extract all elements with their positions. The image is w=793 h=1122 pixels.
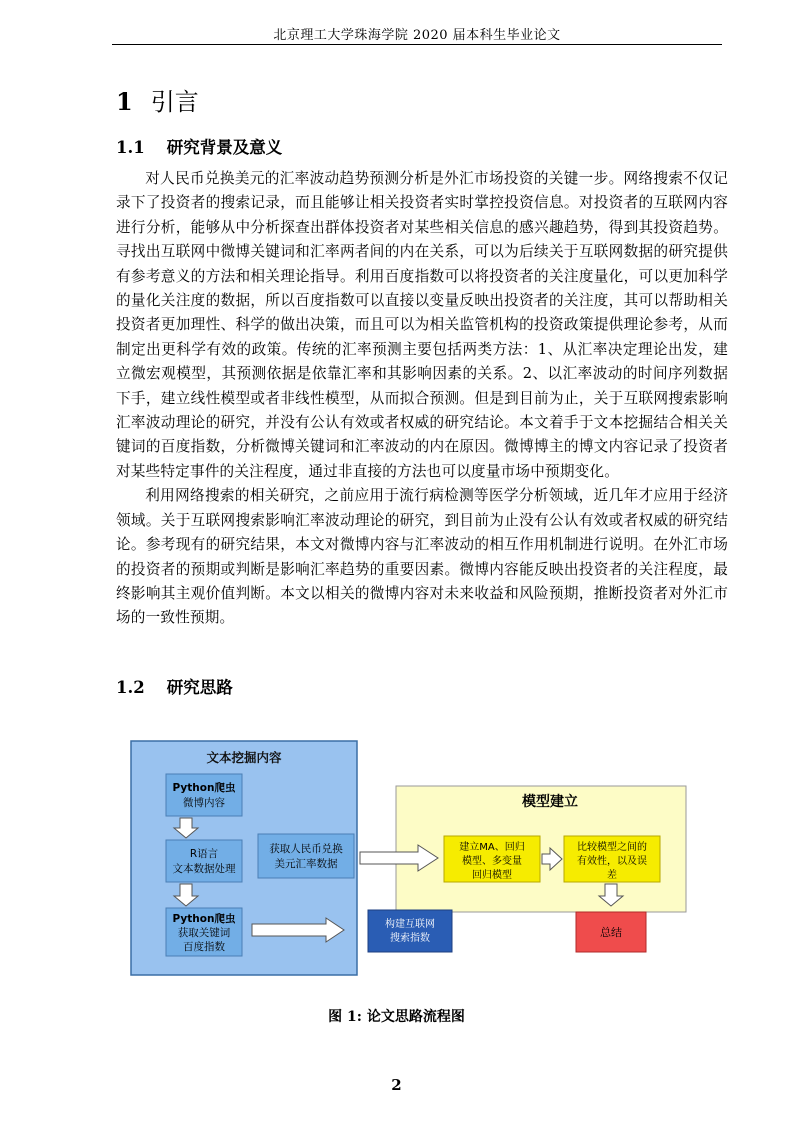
- search-index-line: 搜索指数: [390, 933, 430, 944]
- r-processing-line: 文本数据处理: [172, 863, 236, 875]
- compare-model-line: 差: [607, 870, 617, 881]
- exchange-rate-line: 获取人民币兑换: [269, 843, 343, 855]
- compare-model-line: 有效性，以及误: [577, 856, 647, 867]
- section-heading-1-1: [116, 134, 282, 158]
- search-index-box: [368, 910, 452, 952]
- build-model-line: 建立MA、回归: [459, 842, 525, 853]
- section-title: 研究背景及意义: [166, 138, 283, 157]
- exchange-rate-box: [258, 834, 354, 878]
- section-heading-1-2: [116, 674, 233, 698]
- crawl-baidu-line: 获取关键词: [177, 927, 231, 939]
- header-rule: [112, 44, 722, 45]
- section-number: 1.1: [116, 138, 145, 157]
- chapter-number: 1: [116, 87, 133, 116]
- section-body: [116, 167, 728, 631]
- flowchart-figure: [130, 740, 690, 980]
- section-number: 1.2: [116, 678, 145, 697]
- running-header: 北京理工大学珠海学院 2020 届本科生毕业论文: [273, 28, 561, 43]
- text-mining-panel-title: 文本挖掘内容: [206, 750, 282, 765]
- paragraph: 对人民币兑换美元的汇率波动趋势预测分析是外汇市场投资的关键一步。网络搜索不仅记录下了投资者的搜索记录，而且能够让相关投资者实时掌控投资信息。对投资者的互联网内容进行分析，能够从中分析探查出群体投资者对某些相关信息的感兴趣趋势，得到其投资趋势。寻找出互联网中微博关键词和汇率两者间的内在关系，可以为后续关于互联网数据的研究提供有参考意义的方法和相关理论指导。利用百度指数可以将投资者的关注度量化，可以更加科学的量化关注度的数据，所以百度指数可以直接以变量反映出投资者的关注度，其可以帮助相关投资者更加理性、科学的做出决策，而且可以为相关监管机构的投资政策提供理论参考，从而制定出更科学有效的政策。传统的汇率预测主要包括两类方法：1、从汇率决定理论出发，建立微宏观模型，其预测依据是依靠汇率和其影响因素的关系。2、以汇率波动的时间序列数据下手，建立线性模型或者非线性模型，从而拟合预测。但是到目前为止，关于互联网搜索影响汇率波动理论的研究，并没有公认有效或者权威的研究结论。本文着手于文本挖掘结合相关关键词的百度指数，分析微博关键词和汇率波动的内在原因。微博博主的博文内容记录了投资者对某些特定事件的关注程度，通过非直接的方法也可以度量市场中预期变化。: [116, 170, 728, 480]
- r-processing-line: R语言: [189, 848, 219, 860]
- chapter-heading: [116, 82, 199, 117]
- r-processing-box: [166, 840, 242, 882]
- build-model-line: 模型、多变量: [462, 856, 522, 867]
- summary-label: 总结: [600, 926, 622, 939]
- crawl-baidu-line: 百度指数: [183, 941, 225, 953]
- page-number: 2: [391, 1076, 402, 1094]
- search-index-line: 构建互联网: [385, 919, 435, 930]
- crawl-weibo-line: 微博内容: [183, 797, 225, 809]
- section-title: 研究思路: [166, 678, 233, 697]
- build-model-line: 回归模型: [472, 870, 512, 881]
- crawl-weibo-box: [166, 774, 242, 816]
- chapter-title: 引言: [150, 88, 199, 116]
- exchange-rate-line: 美元汇率数据: [274, 858, 338, 870]
- crawl-baidu-line: Python爬虫: [172, 913, 236, 925]
- figure-caption: 图 1: 论文思路流程图: [328, 1009, 465, 1025]
- crawl-weibo-line: Python爬虫: [172, 782, 236, 794]
- model-panel-title: 模型建立: [522, 794, 578, 810]
- paragraph: 利用网络搜索的相关研究，之前应用于流行病检测等医学分析领域，近几年才应用于经济领域。关于互联网搜索影响汇率波动理论的研究，到目前为止没有公认有效或者权威的研究结论。参考现有的研究结果，本文对微博内容与汇率波动的相互作用机制进行说明。在外汇市场的投资者的预期或判断是影响汇率趋势的重要因素。微博内容能反映出投资者的关注程度，最终影响其主观价值判断。本文以相关的微博内容对未来收益和风险预期，推断投资者对外汇市场的一致性预期。: [116, 487, 728, 627]
- compare-model-line: 比较模型之间的: [577, 842, 647, 853]
